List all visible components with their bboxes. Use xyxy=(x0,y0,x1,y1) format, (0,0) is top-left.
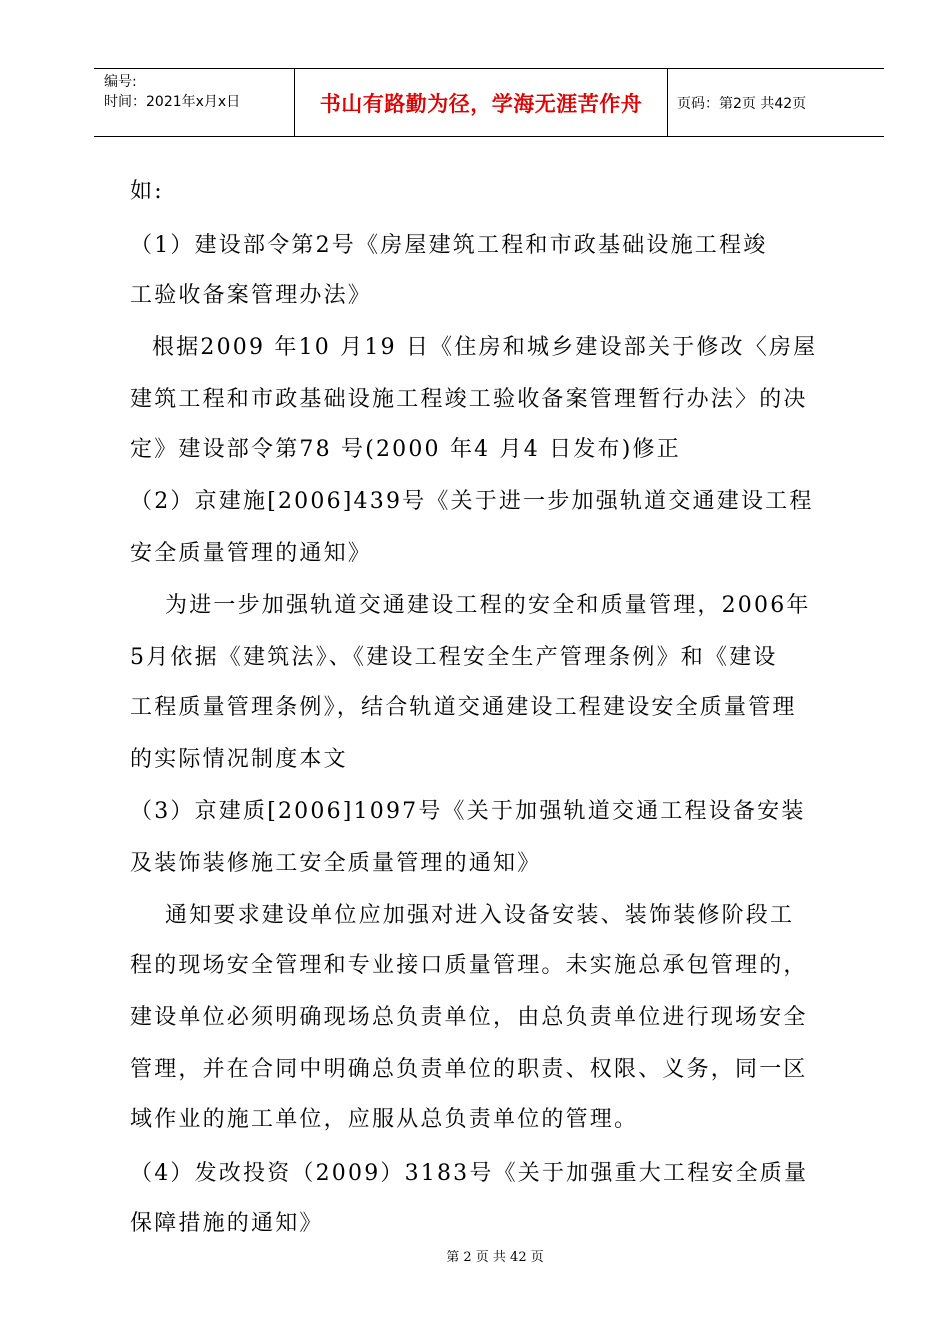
page-footer xyxy=(0,1246,950,1265)
body-line: 及装饰装修施工安全质量管理的通知》 xyxy=(130,851,542,876)
body-line: （4）发改投资（2009）3183号《关于加强重大工程安全质量 xyxy=(130,1161,809,1186)
body-line: （1）建设部令第2号《房屋建筑工程和市政基础设施工程竣 xyxy=(130,233,768,258)
doc-code-label: 编号: xyxy=(104,74,137,90)
body-line: 定》建设部令第78 号(2000 年4 月4 日发布)修正 xyxy=(130,437,681,462)
body-line: 工程质量管理条例》，结合轨道交通建设工程建设安全质量管理 xyxy=(130,695,797,720)
body-line: 程的现场安全管理和专业接口质量管理。未实施总承包管理的， xyxy=(130,953,808,978)
body-line: 根据2009 年10 月19 日《住房和城乡建设部关于修改〈房屋 xyxy=(152,335,818,360)
body-line: 域作业的施工单位，应服从总负责单位的管理。 xyxy=(130,1107,639,1132)
header-page-info: 页码：第2页 共42页 xyxy=(677,95,807,112)
body-line: 建设单位必须明确现场总负责单位，由总负责单位进行现场安全 xyxy=(130,1005,808,1030)
body-line: 建筑工程和市政基础设施工程竣工验收备案管理暂行办法〉的决 xyxy=(130,387,808,412)
body-line: 5月依据《建筑法》、《建设工程安全生产管理条例》和《建设 xyxy=(130,645,778,670)
body-line: （2）京建施[2006]439号《关于进一步加强轨道交通建设工程 xyxy=(130,489,814,514)
header-motto: 书山有路勤为径，学海无涯苦作舟 xyxy=(319,90,643,116)
body-line: 如: xyxy=(130,179,164,204)
body-line: （3）京建质[2006]1097号《关于加强轨道交通工程设备安装 xyxy=(130,799,806,824)
body-line: 通知要求建设单位应加强对进入设备安装、装饰装修阶段工 xyxy=(165,903,795,928)
body-line: 工验收备案管理办法》 xyxy=(130,283,373,308)
body-line: 保障措施的通知》 xyxy=(130,1211,324,1236)
body-line: 管理，并在合同中明确总负责单位的职责、权限、义务，同一区 xyxy=(130,1057,808,1082)
doc-time-label: 时间：2021年x月x日 xyxy=(104,94,241,110)
body-line: 安全质量管理的通知》 xyxy=(130,541,373,566)
body-line: 的实际情况制度本文 xyxy=(130,747,348,772)
footer-page-number: 第 2 页 共 42 页 xyxy=(446,1250,544,1265)
body-line: 为进一步加强轨道交通建设工程的安全和质量管理，2006年 xyxy=(165,593,811,618)
